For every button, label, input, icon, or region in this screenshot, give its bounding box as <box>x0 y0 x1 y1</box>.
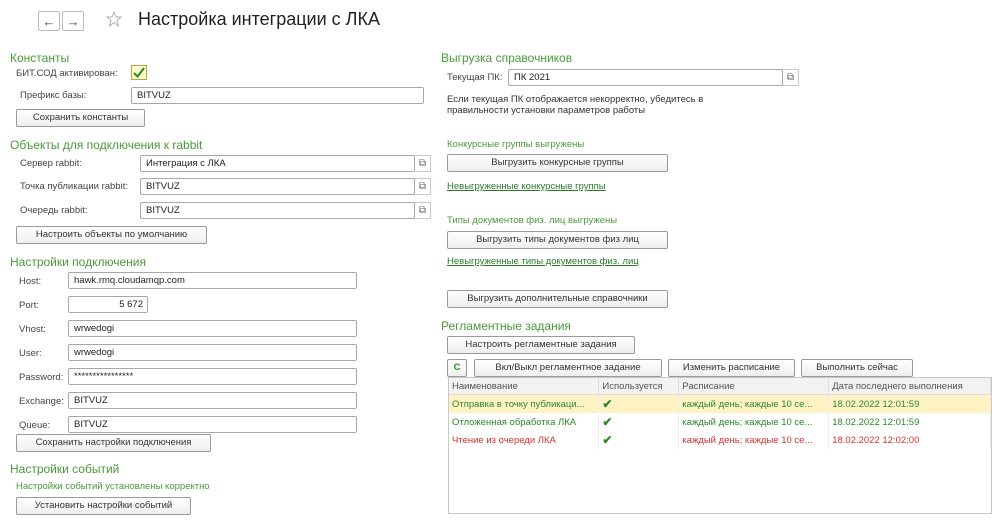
back-button[interactable]: ← <box>38 11 60 31</box>
exchange-field[interactable]: BITVUZ <box>68 392 357 409</box>
unexported-doctypes-link[interactable]: Невыгруженные типы документов физ. лиц <box>447 256 639 267</box>
checkmark-icon <box>132 66 146 79</box>
table-row[interactable] <box>449 395 991 414</box>
job-schedule: каждый день; каждые 10 се... <box>679 431 829 449</box>
set-events-button[interactable]: Установить настройки событий <box>16 497 191 515</box>
job-name: Отправка в точку публикаци... <box>449 395 599 414</box>
default-objects-button[interactable]: Настроить объекты по умолчанию <box>16 226 207 244</box>
job-used <box>599 413 679 431</box>
user-field[interactable]: wrwedogi <box>68 344 357 361</box>
check-icon: ✔ <box>602 397 613 411</box>
open-icon[interactable]: ⧉ <box>415 202 431 219</box>
job-name: Чтение из очереди ЛКА <box>449 431 599 449</box>
port-field[interactable]: 5 672 <box>68 296 148 313</box>
job-date: 18.02.2022 12:01:59 <box>829 395 991 414</box>
current-pk-label: Текущая ПК: <box>447 72 503 83</box>
job-name: Отложенная обработка ЛКА <box>449 413 599 431</box>
job-used <box>599 431 679 449</box>
page-title: Настройка интеграции с ЛКА <box>138 9 380 29</box>
job-date: 18.02.2022 12:01:59 <box>829 413 991 431</box>
column-header-name[interactable]: Наименование <box>449 378 599 395</box>
open-icon[interactable]: ⧉ <box>415 155 431 172</box>
rabbit-section-title: Объекты для подключения к rabbit <box>10 138 203 152</box>
rabbit-queue-field[interactable]: BITVUZ <box>140 202 415 219</box>
bit-activated-checkbox[interactable] <box>131 65 147 80</box>
jobs-header-row <box>449 378 991 395</box>
job-date: 18.02.2022 12:02:00 <box>829 431 991 449</box>
vhost-label: Vhost: <box>19 324 46 335</box>
export-groups-button[interactable]: Выгрузить конкурсные группы <box>447 154 668 172</box>
current-pk-info: Если текущая ПК отображается некорректно, убедитесь в правильности установки параметров работы <box>447 94 704 116</box>
unexported-groups-link[interactable]: Невыгруженные конкурсные группы <box>447 181 606 192</box>
vhost-field[interactable]: wrwedogi <box>68 320 357 337</box>
check-icon: ✔ <box>602 415 613 429</box>
export-section-title: Выгрузка справочников <box>441 51 573 65</box>
queue-label: Queue: <box>19 420 51 431</box>
rabbit-point-label: Точка публикации rabbit: <box>20 181 128 192</box>
bit-activated-label: БИТ.СОД активирован: <box>16 68 118 79</box>
save-connection-button[interactable]: Сохранить настройки подключения <box>16 434 211 452</box>
change-schedule-button[interactable]: Изменить расписание <box>668 359 795 377</box>
check-icon: ✔ <box>602 433 613 447</box>
column-header-used[interactable]: Используется <box>599 378 679 395</box>
table-row[interactable] <box>449 413 991 431</box>
jobs-table <box>449 378 991 449</box>
host-label: Host: <box>19 276 42 287</box>
job-schedule: каждый день; каждые 10 се... <box>679 395 829 414</box>
doctypes-status: Типы документов физ. лиц выгружены <box>447 215 618 226</box>
constants-section-title: Константы <box>10 51 70 65</box>
toggle-job-button[interactable]: Вкл/Выкл регламентное задание <box>474 359 662 377</box>
run-now-button[interactable]: Выполнить сейчас <box>801 359 913 377</box>
rabbit-queue-label: Очередь rabbit: <box>20 205 88 216</box>
save-constants-button[interactable]: Сохранить константы <box>16 109 145 127</box>
host-field[interactable]: hawk.rmq.cloudamqp.com <box>68 272 357 289</box>
rabbit-server-label: Сервер rabbit: <box>20 158 82 169</box>
groups-status: Конкурсные группы выгружены <box>447 139 585 150</box>
events-section-title: Настройки событий <box>10 462 120 476</box>
connection-section-title: Настройки подключения <box>10 255 146 269</box>
table-row[interactable] <box>449 431 991 449</box>
forward-button[interactable]: → <box>62 11 84 31</box>
events-status: Настройки событий установлены корректно <box>16 481 210 492</box>
setup-jobs-button[interactable]: Настроить регламентные задания <box>447 336 635 354</box>
rabbit-server-field[interactable]: Интеграция с ЛКА <box>140 155 415 172</box>
export-doctypes-button[interactable]: Выгрузить типы документов физ лиц <box>447 231 668 249</box>
rabbit-point-field[interactable]: BITVUZ <box>140 178 415 195</box>
port-label: Port: <box>19 300 40 311</box>
user-label: User: <box>19 348 42 359</box>
current-pk-field[interactable]: ПК 2021 <box>508 69 783 86</box>
prefix-field[interactable]: BITVUZ <box>131 87 424 104</box>
open-icon[interactable]: ⧉ <box>415 178 431 195</box>
password-field[interactable]: **************** <box>68 368 357 385</box>
column-header-date[interactable]: Дата последнего выполнения <box>829 378 991 395</box>
prefix-label: Префикс базы: <box>20 90 87 101</box>
jobs-section-title: Регламентные задания <box>441 319 571 333</box>
export-extra-button[interactable]: Выгрузить дополнительные справочники <box>447 290 668 308</box>
password-label: Password: <box>19 372 64 383</box>
queue-field[interactable]: BITVUZ <box>68 416 357 433</box>
job-schedule: каждый день; каждые 10 се... <box>679 413 829 431</box>
refresh-icon[interactable]: C <box>447 359 467 377</box>
exchange-label: Exchange: <box>19 396 64 407</box>
column-header-schedule[interactable]: Расписание <box>679 378 829 395</box>
open-icon[interactable]: ⧉ <box>783 69 799 86</box>
job-used <box>599 395 679 414</box>
favorite-star-icon[interactable] <box>106 11 122 27</box>
